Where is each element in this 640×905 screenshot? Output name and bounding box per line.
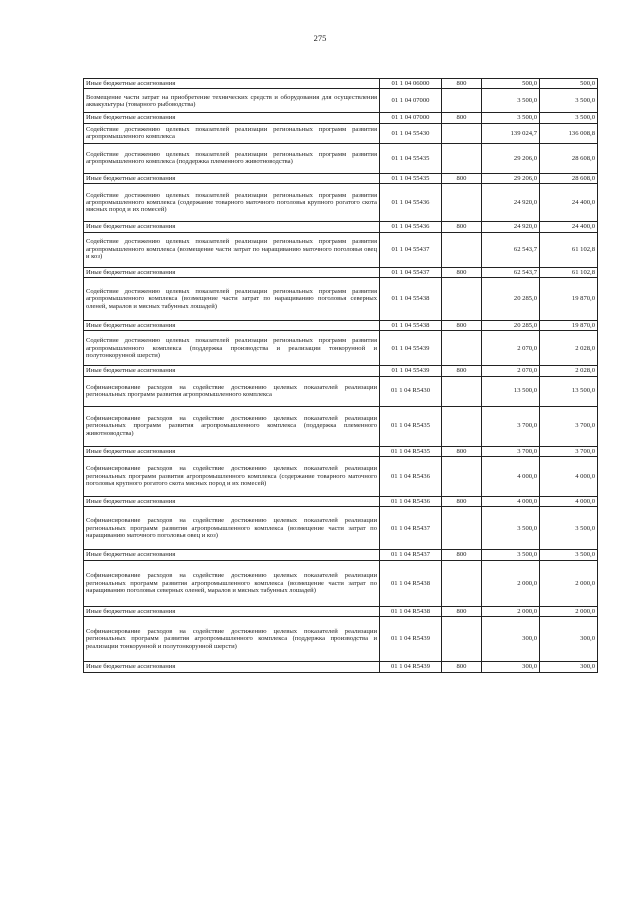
row-name-cell: Софинансирование расходов на содействие достижению целевых показателей реализации региональных программ развития агропромышленного комплекса (возмещение части затрат по наращиванию маточного поголовья овец и коз): [84, 507, 380, 550]
row-amount-year2-cell: 28 608,0: [540, 143, 598, 173]
row-amount-year1-cell: 3 500,0: [482, 113, 540, 123]
row-amount-year2-cell: 3 500,0: [540, 89, 598, 113]
row-expense-type-cell: [442, 123, 482, 143]
row-amount-year1-cell: 62 543,7: [482, 267, 540, 277]
row-amount-year2-cell: 61 102,8: [540, 232, 598, 267]
row-expense-type-cell: 800: [442, 173, 482, 183]
row-expense-type-cell: 800: [442, 320, 482, 330]
row-code-cell: 01 1 04 R5430: [380, 376, 442, 406]
row-code-cell: 01 1 04 R5438: [380, 606, 442, 616]
row-name-cell: Содействие достижению целевых показателей реализации региональных программ развития агропромышленного комплекса (возмещение части затрат по наращиванию маточного поголовья овец и коз): [84, 232, 380, 267]
row-code-cell: 01 1 04 07000: [380, 89, 442, 113]
row-code-cell: 01 1 04 R5437: [380, 507, 442, 550]
row-amount-year2-cell: 24 400,0: [540, 222, 598, 232]
row-expense-type-cell: [442, 507, 482, 550]
row-amount-year1-cell: 3 500,0: [482, 550, 540, 560]
row-name-cell: Содействие достижению целевых показателей реализации региональных программ развития агропромышленного комплекса (поддержка производства и реализации тонкорунной и полутонкорунной шерсти): [84, 331, 380, 366]
row-code-cell: 01 1 04 55437: [380, 267, 442, 277]
row-code-cell: 01 1 04 55436: [380, 222, 442, 232]
row-expense-type-cell: [442, 560, 482, 606]
table-row: [84, 79, 598, 89]
row-amount-year1-cell: 2 000,0: [482, 560, 540, 606]
table-row: [84, 89, 598, 113]
row-amount-year1-cell: 24 920,0: [482, 222, 540, 232]
row-amount-year1-cell: 3 500,0: [482, 89, 540, 113]
row-name-cell: Иные бюджетные ассигнования: [84, 606, 380, 616]
row-expense-type-cell: [442, 89, 482, 113]
row-code-cell: 01 1 04 R5436: [380, 457, 442, 497]
row-amount-year2-cell: 4 000,0: [540, 497, 598, 507]
table-row: [84, 497, 598, 507]
row-amount-year2-cell: 2 028,0: [540, 366, 598, 376]
row-expense-type-cell: 800: [442, 497, 482, 507]
row-expense-type-cell: [442, 232, 482, 267]
row-amount-year1-cell: 29 206,0: [482, 143, 540, 173]
row-amount-year2-cell: 500,0: [540, 79, 598, 89]
row-name-cell: Иные бюджетные ассигнования: [84, 662, 380, 672]
table-row: [84, 606, 598, 616]
table-row: [84, 232, 598, 267]
row-expense-type-cell: [442, 617, 482, 662]
row-name-cell: Иные бюджетные ассигнования: [84, 497, 380, 507]
row-amount-year1-cell: 3 500,0: [482, 507, 540, 550]
row-amount-year2-cell: 24 400,0: [540, 184, 598, 222]
row-amount-year1-cell: 24 920,0: [482, 184, 540, 222]
row-amount-year1-cell: 500,0: [482, 79, 540, 89]
row-name-cell: Возмещение части затрат на приобретение технических средств и оборудования для осуществления аквакультуры (товарного рыбоводства): [84, 89, 380, 113]
row-amount-year2-cell: 4 000,0: [540, 457, 598, 497]
row-code-cell: 01 1 04 55437: [380, 232, 442, 267]
row-name-cell: Иные бюджетные ассигнования: [84, 113, 380, 123]
row-amount-year1-cell: 3 700,0: [482, 406, 540, 446]
row-code-cell: 01 1 04 55435: [380, 173, 442, 183]
row-amount-year2-cell: 3 700,0: [540, 406, 598, 446]
row-code-cell: 01 1 04 55436: [380, 184, 442, 222]
row-name-cell: Содействие достижению целевых показателей реализации региональных программ развития агропромышленного комплекса (возмещение части затрат по наращиванию поголовья северных оленей, маралов и мясных табунных лошадей): [84, 277, 380, 320]
table-row: [84, 143, 598, 173]
row-expense-type-cell: 800: [442, 222, 482, 232]
row-code-cell: 01 1 04 55435: [380, 143, 442, 173]
table-row: [84, 662, 598, 672]
row-expense-type-cell: [442, 184, 482, 222]
row-name-cell: Иные бюджетные ассигнования: [84, 366, 380, 376]
row-name-cell: Содействие достижению целевых показателей реализации региональных программ развития агропромышленного комплекса (содержание товарного маточного поголовья крупного рогатого скота мясных пород и их помесей): [84, 184, 380, 222]
row-expense-type-cell: 800: [442, 79, 482, 89]
row-amount-year2-cell: 300,0: [540, 662, 598, 672]
row-code-cell: 01 1 04 R5438: [380, 560, 442, 606]
row-amount-year1-cell: 29 206,0: [482, 173, 540, 183]
row-expense-type-cell: [442, 143, 482, 173]
row-amount-year1-cell: 4 000,0: [482, 497, 540, 507]
row-amount-year2-cell: 300,0: [540, 617, 598, 662]
row-expense-type-cell: [442, 331, 482, 366]
row-amount-year1-cell: 300,0: [482, 662, 540, 672]
table-row: [84, 617, 598, 662]
table-row: [84, 507, 598, 550]
row-amount-year1-cell: 3 700,0: [482, 446, 540, 456]
row-amount-year1-cell: 139 024,7: [482, 123, 540, 143]
row-code-cell: 01 1 04 55439: [380, 331, 442, 366]
row-name-cell: Содействие достижению целевых показателей реализации региональных программ развития агропромышленного комплекса: [84, 123, 380, 143]
row-expense-type-cell: 800: [442, 366, 482, 376]
row-expense-type-cell: [442, 277, 482, 320]
table-row: [84, 446, 598, 456]
row-expense-type-cell: 800: [442, 550, 482, 560]
table-row: [84, 222, 598, 232]
row-name-cell: Содействие достижению целевых показателей реализации региональных программ развития агропромышленного комплекса (поддержка племенного животноводства): [84, 143, 380, 173]
row-amount-year1-cell: 62 543,7: [482, 232, 540, 267]
row-code-cell: 01 1 04 R5437: [380, 550, 442, 560]
row-name-cell: Иные бюджетные ассигнования: [84, 550, 380, 560]
row-expense-type-cell: [442, 376, 482, 406]
row-code-cell: 01 1 04 R5435: [380, 446, 442, 456]
row-name-cell: Иные бюджетные ассигнования: [84, 267, 380, 277]
row-amount-year2-cell: 28 608,0: [540, 173, 598, 183]
row-amount-year2-cell: 2 000,0: [540, 606, 598, 616]
row-name-cell: Софинансирование расходов на содействие достижению целевых показателей реализации региональных программ развития агропромышленного комплекса (содержание товарного маточного поголовья крупного рогатого скота мясных пород и их помесей): [84, 457, 380, 497]
row-name-cell: Иные бюджетные ассигнования: [84, 222, 380, 232]
row-amount-year2-cell: 3 500,0: [540, 113, 598, 123]
row-expense-type-cell: 800: [442, 267, 482, 277]
table-row: [84, 277, 598, 320]
row-name-cell: Иные бюджетные ассигнования: [84, 320, 380, 330]
row-code-cell: 01 1 04 55438: [380, 277, 442, 320]
row-code-cell: 01 1 04 55438: [380, 320, 442, 330]
row-amount-year2-cell: 3 500,0: [540, 507, 598, 550]
table-row: [84, 184, 598, 222]
row-code-cell: 01 1 04 06000: [380, 79, 442, 89]
row-amount-year1-cell: 13 500,0: [482, 376, 540, 406]
row-code-cell: 01 1 04 55430: [380, 123, 442, 143]
table-body: [84, 79, 598, 673]
row-code-cell: 01 1 04 07000: [380, 113, 442, 123]
row-name-cell: Софинансирование расходов на содействие достижению целевых показателей реализации региональных программ развития агропромышленного комплекса (возмещение части затрат по наращиванию поголовья северных оленей, маралов и мясных табунных лошадей): [84, 560, 380, 606]
page-number: 275: [313, 33, 327, 43]
table-row: [84, 550, 598, 560]
table-row: [84, 406, 598, 446]
row-code-cell: 01 1 04 R5439: [380, 662, 442, 672]
budget-table: [83, 78, 598, 673]
row-expense-type-cell: [442, 406, 482, 446]
table-row: [84, 267, 598, 277]
row-expense-type-cell: [442, 457, 482, 497]
row-expense-type-cell: 800: [442, 446, 482, 456]
table-row: [84, 366, 598, 376]
row-name-cell: Софинансирование расходов на содействие достижению целевых показателей реализации региональных программ развития агропромышленного комплекса (поддержка производства и реализации тонкорунной и полутонкорунной шерсти): [84, 617, 380, 662]
table-row: [84, 331, 598, 366]
row-amount-year2-cell: 2 028,0: [540, 331, 598, 366]
table-row: [84, 113, 598, 123]
row-amount-year2-cell: 2 000,0: [540, 560, 598, 606]
table-row: [84, 123, 598, 143]
table-row: [84, 173, 598, 183]
row-amount-year1-cell: 300,0: [482, 617, 540, 662]
row-amount-year2-cell: 3 700,0: [540, 446, 598, 456]
row-amount-year2-cell: 13 500,0: [540, 376, 598, 406]
row-name-cell: Иные бюджетные ассигнования: [84, 79, 380, 89]
table-row: [84, 560, 598, 606]
row-amount-year1-cell: 4 000,0: [482, 457, 540, 497]
row-amount-year2-cell: 61 102,8: [540, 267, 598, 277]
row-expense-type-cell: 800: [442, 662, 482, 672]
table-row: [84, 376, 598, 406]
row-amount-year2-cell: 136 008,8: [540, 123, 598, 143]
row-code-cell: 01 1 04 55439: [380, 366, 442, 376]
row-expense-type-cell: 800: [442, 606, 482, 616]
row-amount-year2-cell: 3 500,0: [540, 550, 598, 560]
row-amount-year2-cell: 19 870,0: [540, 277, 598, 320]
row-amount-year1-cell: 2 070,0: [482, 331, 540, 366]
row-amount-year1-cell: 20 285,0: [482, 320, 540, 330]
row-code-cell: 01 1 04 R5436: [380, 497, 442, 507]
row-amount-year1-cell: 20 285,0: [482, 277, 540, 320]
row-name-cell: Софинансирование расходов на содействие достижению целевых показателей реализации региональных программ развития агропромышленного комплекса: [84, 376, 380, 406]
row-name-cell: Иные бюджетные ассигнования: [84, 173, 380, 183]
table-row: [84, 320, 598, 330]
row-amount-year2-cell: 19 870,0: [540, 320, 598, 330]
row-name-cell: Иные бюджетные ассигнования: [84, 446, 380, 456]
row-code-cell: 01 1 04 R5435: [380, 406, 442, 446]
row-amount-year1-cell: 2 000,0: [482, 606, 540, 616]
table-row: [84, 457, 598, 497]
row-expense-type-cell: 800: [442, 113, 482, 123]
row-name-cell: Софинансирование расходов на содействие достижению целевых показателей реализации региональных программ развития агропромышленного комплекса (поддержка племенного животноводства): [84, 406, 380, 446]
row-amount-year1-cell: 2 070,0: [482, 366, 540, 376]
row-code-cell: 01 1 04 R5439: [380, 617, 442, 662]
